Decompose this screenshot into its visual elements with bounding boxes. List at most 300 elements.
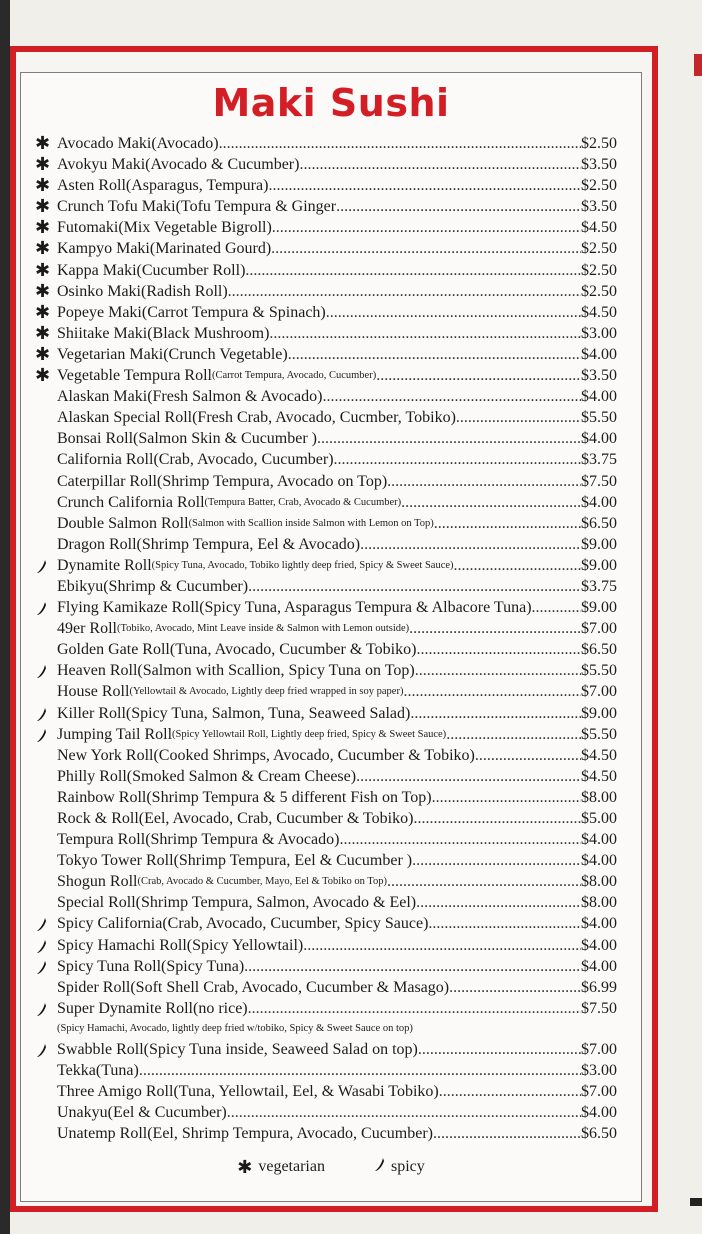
menu-item [35,175,617,196]
menu-item-line [57,935,617,956]
dot-leader [456,407,581,428]
menu-item-line [57,281,617,302]
dot-leader [532,597,581,618]
menu-item-line [57,829,617,850]
menu-item-line [57,154,617,175]
item-name: Spider Roll [57,978,131,996]
menu-item-line [57,513,617,534]
dot-leader [336,196,581,217]
item-price: $2.50 [581,240,617,258]
item-price: $3.75 [581,577,617,595]
menu-item [35,386,617,407]
item-description: (Shrimp & Cucumber) [103,577,249,595]
item-description: (Tuna, Yellowtail, Eel, & Wasabi Tobiko) [173,1083,439,1101]
item-name: Dynamite Roll [57,556,152,574]
menu-item [35,281,617,302]
menu-item [35,660,617,681]
item-price: $7.00 [581,620,617,638]
item-price: $4.50 [581,767,617,785]
adjacent-page-mark [694,54,702,76]
item-description: (Shrimp Tempura & Avocado) [145,831,340,849]
asterisk-icon: ✱ [237,1156,253,1178]
item-description: (Eel & Cucumber) [107,1104,227,1122]
menu-item-line [57,1102,617,1123]
dot-leader [432,787,581,808]
menu-item-line [57,660,617,681]
item-price: $7.00 [581,1040,617,1058]
menu-item [35,1123,617,1144]
menu-item-line [57,808,617,829]
item-name: New York Roll [57,746,154,764]
dot-leader [317,428,581,449]
menu-item [35,703,617,724]
menu-item [35,618,617,639]
menu-item [35,238,617,259]
item-price: $4.50 [581,219,617,237]
item-name: Ebikyu [57,577,104,595]
item-price: $9.00 [581,599,617,617]
menu-item-line [57,618,617,639]
menu-item [35,1039,617,1060]
dot-leader [272,217,581,238]
item-price: $4.00 [581,388,617,406]
menu-item-line [57,1039,617,1060]
item-description: (Spicy Tuna, Asparagus Tempura & Albacore Tuna) [199,599,532,617]
dot-leader [269,323,581,344]
dot-leader [334,449,581,470]
item-name: Asten Roll [57,177,126,195]
menu-item-line [57,1123,617,1144]
item-name: Caterpillar Roll [57,472,157,490]
item-description: (Asparagus, Tempura) [125,177,269,195]
item-price: $9.00 [581,556,617,574]
menu-item-line [57,302,617,323]
menu-item [35,428,617,449]
menu-item-line [57,576,617,597]
menu-item-line [57,766,617,787]
item-name: Kappa Maki [57,261,137,279]
item-description: (Cooked Shrimps, Avocado, Cucumber & Tobiko) [153,746,475,764]
item-price: $6.50 [581,514,617,532]
item-name: 49er Roll [57,620,117,638]
dot-leader [409,618,581,639]
menu-item-line [57,956,617,977]
item-name: Popeye Maki [57,303,142,321]
item-description: (Mix Vegetable Bigroll) [118,219,272,237]
item-name: Kampyo Maki [57,240,150,258]
menu-item-line [57,238,617,259]
dot-leader [475,745,581,766]
chili-pepper-icon [35,660,55,681]
item-price: $6.50 [581,641,617,659]
menu-item [35,471,617,492]
dot-leader [410,703,581,724]
item-description: (Tuna, Avocado, Cucumber & Tobiko) [169,641,417,659]
dot-leader [401,492,581,513]
menu-item-line [57,1081,617,1102]
menu-item [35,808,617,829]
menu-item-line [57,449,617,470]
item-price: $8.00 [581,873,617,891]
menu-item [35,217,617,238]
item-name: House Roll [57,683,130,701]
menu-panel [20,72,642,1202]
asterisk-icon: ✱ [35,343,51,365]
asterisk-icon: ✱ [35,196,51,218]
item-name: Tempura Roll [57,831,146,849]
asterisk-icon: ✱ [35,154,51,176]
legend-vegetarian [237,1155,325,1179]
chili-pepper-icon [35,597,55,618]
menu-item [35,998,617,1019]
item-description: (Yellowtail & Avocado, Lightly deep fried wrapped in soy paper) [129,686,404,698]
dot-leader [416,892,581,913]
item-price: $4.00 [581,430,617,448]
page-title: Maki Sushi [212,81,450,125]
item-name: Avokyu Maki [57,156,146,174]
item-description: (Avocado) [151,135,219,152]
menu-item [35,787,617,808]
item-description: (Soft Shell Crab, Avocado, Cucumber & Masago) [130,978,450,996]
menu-item-line [57,913,617,934]
menu-item [35,892,617,913]
item-description: (Eel, Shrimp Tempura, Avocado, Cucumber) [147,1125,433,1143]
item-price: $3.00 [581,324,617,342]
dot-leader [339,829,581,850]
menu-item [35,766,617,787]
menu-item [35,196,617,217]
menu-item [35,365,617,386]
menu-item-line [57,196,617,217]
chili-pepper-icon [35,1039,55,1060]
dot-leader [434,513,581,534]
menu-item [35,639,617,660]
menu-item [35,829,617,850]
item-description: (Radish Roll) [141,282,228,300]
item-description: (Carrot Tempura, Avocado, Cucumber) [211,370,377,382]
item-description: (Crab, Avocado, Cucumber, Spicy Sauce) [162,915,429,933]
legend-vegetarian-label: vegetarian [258,1158,325,1175]
menu-item-line [57,217,617,238]
item-price: $7.50 [581,472,617,490]
menu-item-line [57,534,617,555]
item-name: Dragon Roll [57,535,137,553]
menu-item-line [57,323,617,344]
item-price: $9.00 [581,704,617,722]
item-description: (Salmon with Scallion inside Salmon with Lemon on Top) [188,517,434,529]
item-price: $8.00 [581,788,617,806]
dot-leader [413,808,581,829]
dot-leader [139,1060,581,1081]
chili-pepper-icon [35,998,55,1019]
dot-leader [326,302,581,323]
dot-leader [227,1102,581,1123]
item-price: $4.00 [581,915,617,933]
menu-item [35,260,617,281]
item-price: $4.00 [581,957,617,975]
item-description: (Tobiko, Avocado, Mint Leave inside & Salmon with Lemon outside) [117,623,410,635]
item-description: (Crab, Avocado, Cucumber) [153,451,334,469]
menu-item-line [57,1060,617,1081]
dot-leader [245,260,581,281]
item-price: $2.50 [581,282,617,300]
menu-item-line [57,998,617,1019]
item-price: $7.00 [581,683,617,701]
menu-item-line [57,428,617,449]
item-name: Unakyu [57,1104,108,1122]
item-price: $7.00 [581,1083,617,1101]
dot-leader [360,534,581,555]
menu-item-line [57,175,617,196]
item-description: (Spicy Yellowtail) [186,936,304,954]
item-description: (Marinated Gourd) [149,240,272,258]
dot-leader [299,154,581,175]
asterisk-icon: ✱ [35,301,51,323]
menu-item [35,745,617,766]
asterisk-icon: ✱ [35,217,51,239]
item-description: (Salmon Skin & Cucumber ) [133,430,317,448]
item-name: Tekka [57,1062,96,1080]
menu-item [35,344,617,365]
dot-leader [418,1039,581,1060]
item-price: $5.50 [581,662,617,680]
menu-item [35,323,617,344]
asterisk-icon: ✱ [35,322,51,344]
item-description: (Spicy Tuna inside, Seaweed Salad on top) [143,1040,418,1058]
item-price: $3.75 [581,451,617,469]
item-price: $3.50 [581,198,617,216]
item-name: Alaskan Maki [57,388,148,406]
dot-leader [387,471,581,492]
item-description: (Smoked Salmon & Cream Cheese) [126,767,357,785]
menu-item-list [35,133,617,1144]
menu-item [35,555,617,576]
item-description: (Salmon with Scallion, Spicy Tuna on Top) [137,662,415,680]
item-price: $5.00 [581,810,617,827]
item-description: (Shrimp Tempura, Eel & Avocado) [136,535,361,553]
dot-leader [412,850,581,871]
item-name: Heaven Roll [57,662,138,680]
dot-leader [428,913,581,934]
item-description: (Carrot Tempura & Spinach) [141,303,326,321]
item-description: (Spicy Tuna, Avocado, Tobiko lightly deep fried, Spicy & Sweet Sauce) [151,559,454,571]
dot-leader [376,365,581,386]
item-price: $7.50 [581,999,617,1017]
item-price: $2.50 [581,177,617,195]
chili-pepper-icon [373,1157,385,1178]
dot-leader [268,175,581,196]
chili-pepper-icon [35,956,55,977]
dot-leader [288,344,581,365]
item-price: $4.00 [581,1104,617,1122]
menu-item [35,1060,617,1081]
menu-item-line [57,344,617,365]
item-name: Rainbow Roll [57,788,147,806]
menu-item-line [57,787,617,808]
item-name: Shiitake Maki [57,324,148,342]
item-name: Bonsai Roll [57,430,134,448]
dot-leader [322,386,581,407]
item-description: (Crab, Avocado & Cucumber, Mayo, Eel & Tobiko on Top) [137,876,387,888]
dot-leader [449,977,581,998]
menu-item-line [57,407,617,428]
item-price: $4.00 [581,345,617,363]
dot-leader [228,281,581,302]
menu-item [35,1081,617,1102]
menu-frame [10,46,658,1212]
chili-pepper-icon [35,913,55,934]
item-name: Tokyo Tower Roll [57,852,174,870]
dot-leader [303,935,581,956]
item-name: Three Amigo Roll [57,1083,174,1101]
item-price: $4.00 [581,493,617,511]
item-description: (Shrimp Tempura, Avocado on Top) [156,472,388,490]
item-description: (Tofu Tempura & Ginger [175,198,337,216]
dot-leader [248,576,581,597]
asterisk-icon: ✱ [35,175,51,197]
item-description: (Black Mushroom) [147,324,270,342]
item-description: (Tuna) [95,1062,139,1080]
item-price: $8.00 [581,894,617,912]
item-price: $4.00 [581,831,617,849]
menu-item [35,513,617,534]
item-name: Spicy Hamachi Roll [57,936,187,954]
item-description: (Spicy Tuna) [161,957,245,975]
menu-item [35,977,617,998]
item-description: (Avocado & Cucumber) [145,156,300,174]
menu-item-line [57,724,617,745]
menu-item-line [57,681,617,702]
menu-item [35,871,617,892]
menu-item [35,681,617,702]
dot-leader [403,681,581,702]
dot-leader [248,998,581,1019]
item-description: (Crunch Vegetable) [163,345,288,363]
legend-spicy-label: spicy [390,1158,425,1175]
item-name: Alaskan Special Roll [57,409,193,427]
item-price: $4.00 [581,936,617,954]
item-name: Flying Kamikaze Roll [57,599,200,617]
item-name: Swabble Roll [57,1040,144,1058]
menu-item-line [57,471,617,492]
item-name: California Roll [57,451,154,469]
chili-pepper-icon [35,555,55,576]
legend [21,1155,641,1179]
menu-item-line [57,703,617,724]
item-price: $5.50 [581,409,617,427]
menu-item [35,850,617,871]
chili-pepper-icon [35,724,55,745]
item-name: Osinko Maki [57,282,141,300]
item-price: $2.50 [581,261,617,279]
menu-item-line [57,871,617,892]
item-price: $9.00 [581,535,617,553]
item-price: $4.50 [581,746,617,764]
item-description: (Tempura Batter, Crab, Avocado & Cucumber) [204,496,402,508]
item-name: Avocado Maki [57,135,152,152]
dot-leader [219,133,581,154]
menu-item-line [57,639,617,660]
item-name: Crunch California Roll [57,493,205,511]
menu-item [35,956,617,977]
dot-leader [415,660,581,681]
chili-pepper-icon [35,703,55,724]
adjacent-page-mark-bottom [690,1198,702,1206]
menu-item [35,154,617,175]
item-price: $4.00 [581,852,617,870]
dot-leader [271,238,581,259]
item-name: Futomaki [57,219,119,237]
chili-pepper-icon [35,935,55,956]
menu-item-line [57,260,617,281]
item-description: (Cucumber Roll) [136,261,246,279]
item-name: Jumping Tail Roll [57,725,173,743]
menu-item-line [57,745,617,766]
item-description: (Spicy Yellowtail Roll, Lightly deep fried, Spicy & Sweet Sauce) [172,728,447,740]
item-name: Vegetarian Maki [57,345,164,363]
menu-item-line [57,555,617,576]
menu-item-line [57,365,617,386]
item-name: Rock & Roll [57,810,139,827]
asterisk-icon: ✱ [35,280,51,302]
dot-leader [244,956,581,977]
item-price: $4.50 [581,303,617,321]
item-name: Killer Roll [57,704,126,722]
asterisk-icon: ✱ [35,365,51,387]
dot-leader [356,766,581,787]
menu-item-line [57,892,617,913]
item-name: Spicy Tuna Roll [57,957,162,975]
menu-item [35,597,617,618]
menu-item [35,724,617,745]
item-price: $2.50 [581,135,617,152]
item-description: (no rice) [192,999,248,1017]
item-name: Vegetable Tempura Roll [57,367,212,385]
asterisk-icon: ✱ [35,259,51,281]
item-price: $5.50 [581,725,617,743]
menu-item [35,935,617,956]
menu-item-line [57,977,617,998]
item-description: (Shrimp Tempura & 5 different Fish on Top) [146,788,432,806]
page-left-edge [0,0,10,1234]
item-name: Double Salmon Roll [57,514,189,532]
menu-item-line [57,850,617,871]
item-name: Philly Roll [57,767,127,785]
menu-item-line [57,133,617,154]
menu-item [35,133,617,154]
item-description: (Fresh Crab, Avocado, Cucmber, Tobiko) [192,409,456,427]
item-price: $6.99 [581,978,617,996]
dot-leader [433,1123,581,1144]
menu-item [35,913,617,934]
item-name: Unatemp Roll [57,1125,148,1143]
dot-leader [387,871,581,892]
menu-item [35,492,617,513]
dot-leader [439,1081,581,1102]
item-description: (Shrimp Tempura, Eel & Cucumber ) [173,852,413,870]
item-name: Spicy California [57,915,163,933]
item-name: Golden Gate Roll [57,641,170,659]
item-price: $6.50 [581,1125,617,1143]
menu-item [35,576,617,597]
item-description: (Fresh Salmon & Avocado) [147,388,323,406]
legend-spicy [373,1155,425,1179]
menu-item [35,407,617,428]
menu-item-line [57,597,617,618]
item-name: Super Dynamite Roll [57,999,193,1017]
item-price: $3.50 [581,156,617,174]
item-description: (Eel, Avocado, Crab, Cucumber & Tobiko) [138,810,414,827]
